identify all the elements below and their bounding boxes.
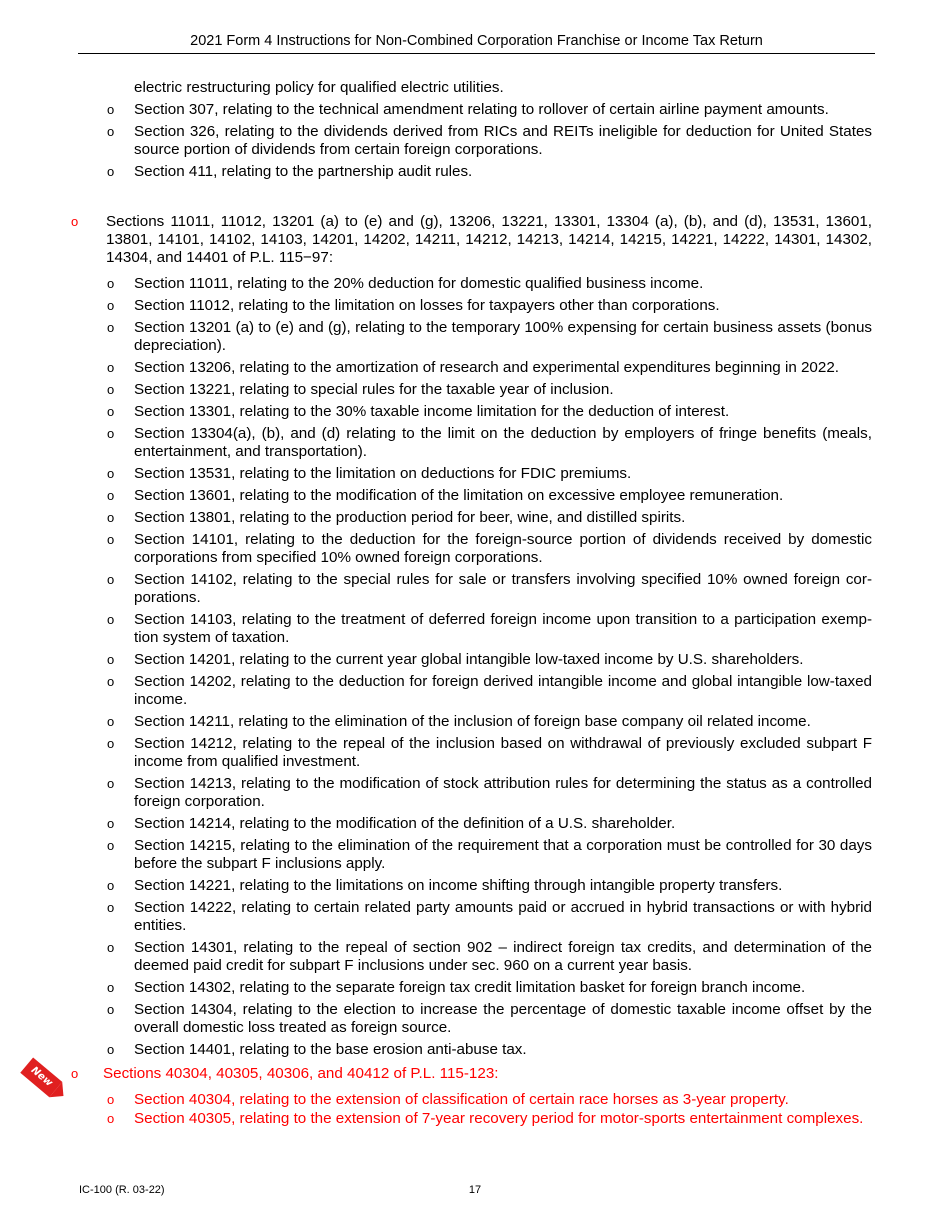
list-item bbox=[0, 877, 872, 895]
list-item bbox=[0, 899, 872, 935]
list-item-text: Section 307, relating to the technical amendment relating to rollover of certain airline payment amounts. bbox=[134, 101, 829, 118]
sub-bullet-icon: o bbox=[107, 838, 115, 853]
section3-list bbox=[0, 1091, 950, 1128]
list-item-text: Section 14211, relating to the elimination of the inclusion of foreign base company oil related income. bbox=[134, 713, 811, 730]
list-item-text: Section 13301, relating to the 30% taxable income limitation for the deduction of interest. bbox=[134, 403, 730, 420]
footer-form-id: IC-100 (R. 03-22) bbox=[79, 1184, 165, 1196]
list-item-text: Section 11011, relating to the 20% deduction for domestic qualified business income. bbox=[134, 275, 704, 292]
sub-bullet-icon: o bbox=[107, 466, 115, 481]
list-item bbox=[0, 673, 872, 709]
list-item-text: Section 13206, relating to the amortization of research and experimental expenditures beginning in 2022. bbox=[134, 359, 839, 376]
group1-list bbox=[0, 101, 950, 181]
sub-bullet-icon: o bbox=[107, 1002, 115, 1017]
list-item bbox=[0, 1041, 872, 1059]
list-item-text: Section 13221, relating to special rules for the taxable year of inclusion. bbox=[134, 381, 614, 398]
list-item bbox=[0, 979, 872, 997]
list-item-text: Section 14102, relating to the special rules for sale or transfers involving specified 10% owned foreign corporations. bbox=[134, 571, 872, 606]
list-item bbox=[0, 1110, 872, 1128]
list-item bbox=[0, 509, 872, 527]
list-item-text: Section 326, relating to the dividends derived from RICs and REITs ineligible for deduction for United States source portion of dividends from certain foreign corporations. bbox=[134, 123, 872, 158]
sub-bullet-icon: o bbox=[107, 736, 115, 751]
list-item bbox=[0, 571, 872, 607]
list-item bbox=[0, 319, 872, 355]
list-item bbox=[0, 101, 872, 119]
list-item bbox=[0, 425, 872, 461]
sub-bullet-icon: o bbox=[107, 878, 115, 893]
list-item bbox=[0, 815, 872, 833]
list-item-text: Section 411, relating to the partnership audit rules. bbox=[134, 163, 473, 180]
list-item bbox=[0, 465, 872, 483]
list-item-text: Section 14212, relating to the repeal of the inclusion based on withdrawal of previously excluded subpart F income from qualified investment. bbox=[134, 735, 872, 770]
sub-bullet-icon: o bbox=[107, 674, 115, 689]
list-item bbox=[0, 939, 872, 975]
list-item-text: Section 13601, relating to the modification of the limitation on excessive employee remuneration. bbox=[134, 487, 784, 504]
sub-bullet-icon: o bbox=[107, 900, 115, 915]
sub-bullet-icon: o bbox=[107, 488, 115, 503]
sub-bullet-icon: o bbox=[107, 532, 115, 547]
sub-bullet-icon: o bbox=[107, 404, 115, 419]
list-item-text: Section 14201, relating to the current year global intangible low-taxed income by U.S. shareholders. bbox=[134, 651, 804, 668]
list-item-text: Section 14304, relating to the election to increase the percentage of domestic taxable income offset by the overall domestic loss treated as foreign source. bbox=[134, 1001, 872, 1036]
sub-bullet-icon: o bbox=[107, 360, 115, 375]
list-item bbox=[0, 1001, 872, 1037]
sub-bullet-icon: o bbox=[107, 776, 115, 791]
list-item bbox=[0, 735, 872, 771]
list-item-text: Section 14215, relating to the elimination of the requirement that a corporation must be controlled for 30 days before the subpart F inclusions apply. bbox=[134, 837, 872, 872]
section-gap bbox=[0, 185, 950, 213]
list-item-text: Section 14214, relating to the modification of the definition of a U.S. shareholder. bbox=[134, 815, 676, 832]
list-item-text: Section 14301, relating to the repeal of section 902 – indirect foreign tax credits, and determination of the deemed paid credit for subpart F inclusions under sec. 960 on a current year basis. bbox=[134, 939, 872, 974]
list-item bbox=[0, 713, 872, 731]
page-content bbox=[0, 79, 950, 1129]
sub-bullet-icon: o bbox=[107, 1111, 115, 1126]
header-rule bbox=[78, 53, 875, 54]
page-header: 2021 Form 4 Instructions for Non-Combined Corporation Franchise or Income Tax Return bbox=[190, 33, 763, 49]
sub-bullet-icon: o bbox=[107, 1042, 115, 1057]
list-item-text: Section 13801, relating to the production period for beer, wine, and distilled spirits. bbox=[134, 509, 686, 526]
sub-bullet-icon: o bbox=[107, 382, 115, 397]
new-badge-label: New bbox=[20, 1057, 62, 1097]
sub-bullet-icon: o bbox=[107, 980, 115, 995]
list-item-text: Section 14213, relating to the modification of stock attribution rules for determining the status as a controlled foreign corporation. bbox=[134, 775, 872, 810]
sub-bullet-icon: o bbox=[107, 714, 115, 729]
list-item bbox=[0, 651, 872, 669]
list-item-text: Section 14222, relating to certain related party amounts paid or accrued in hybrid transactions or with hybrid entities. bbox=[134, 899, 872, 934]
list-item bbox=[0, 775, 872, 811]
list-item bbox=[0, 381, 872, 399]
list-item bbox=[0, 611, 872, 647]
sub-bullet-icon: o bbox=[107, 102, 115, 117]
list-item bbox=[0, 487, 872, 505]
main-bullet-icon: o bbox=[71, 1066, 79, 1081]
footer-page-number: 17 bbox=[468, 1184, 482, 1196]
list-item-text: Section 40304, relating to the extension of classification of certain race horses as 3-year property. bbox=[134, 1091, 789, 1108]
list-item bbox=[0, 531, 872, 567]
list-item-text: Section 40305, relating to the extension of 7-year recovery period for motor-sports entertainment complexes. bbox=[134, 1110, 864, 1127]
sub-bullet-icon: o bbox=[107, 940, 115, 955]
list-item bbox=[0, 123, 872, 159]
sub-bullet-icon: o bbox=[107, 612, 115, 627]
list-item-text: Section 14221, relating to the limitations on income shifting through intangible property transfers. bbox=[134, 877, 783, 894]
sub-bullet-icon: o bbox=[107, 276, 115, 291]
sub-bullet-icon: o bbox=[107, 816, 115, 831]
section2-list bbox=[0, 275, 950, 1059]
list-item bbox=[0, 163, 872, 181]
sub-bullet-icon: o bbox=[107, 1092, 115, 1107]
list-item bbox=[0, 297, 872, 315]
sub-bullet-icon: o bbox=[107, 164, 115, 179]
sub-bullet-icon: o bbox=[107, 510, 115, 525]
list-item-text: Section 14401, relating to the base erosion anti-abuse tax. bbox=[134, 1041, 527, 1058]
sub-bullet-icon: o bbox=[107, 652, 115, 667]
main-bullet-icon: o bbox=[71, 214, 79, 229]
list-item bbox=[0, 359, 872, 377]
list-item bbox=[0, 403, 872, 421]
list-item-text: Section 14202, relating to the deduction for foreign derived intangible income and global intangible low-taxed income. bbox=[134, 673, 872, 708]
list-item-text: Section 14103, relating to the treatment of deferred foreign income upon transition to a participation exemption system of taxation. bbox=[134, 611, 872, 646]
continuation-text: electric restructuring policy for qualified electric utilities. bbox=[134, 79, 504, 96]
list-item bbox=[0, 837, 872, 873]
section2-heading: Sections 11011, 11012, 13201 (a) to (e) and (g), 13206, 13221, 13301, 13304 (a), (b), and (d), 13531, 13601, 13801, 14101, 14102, 14103, 14201, 14202, 14211, 14212, 14213, 14214, 14215, 14221, 14222, 14301, 14302, 14304, and 14401 of P.L. 115−97: bbox=[106, 213, 872, 266]
sub-bullet-icon: o bbox=[107, 320, 115, 335]
sub-bullet-icon: o bbox=[107, 298, 115, 313]
list-item-text: Section 13304(a), (b), and (d) relating to the limit on the deduction by employers of fringe benefits (meals, entertainment, and transportation). bbox=[134, 425, 872, 460]
list-item-text: Section 14302, relating to the separate foreign tax credit limitation basket for foreign branch income. bbox=[134, 979, 806, 996]
sub-bullet-icon: o bbox=[107, 572, 115, 587]
section3-heading-item bbox=[0, 1065, 872, 1083]
section3-heading: Sections 40304, 40305, 40306, and 40412 of P.L. 115-123: bbox=[103, 1065, 499, 1082]
list-item-text: Section 13201 (a) to (e) and (g), relating to the temporary 100% expensing for certain business assets (bonus depreciation). bbox=[134, 319, 872, 354]
sub-bullet-icon: o bbox=[107, 426, 115, 441]
list-item bbox=[0, 275, 872, 293]
list-item bbox=[0, 1091, 872, 1109]
list-item-text: Section 11012, relating to the limitation on losses for taxpayers other than corporations. bbox=[134, 297, 720, 314]
list-item-text: Section 13531, relating to the limitation on deductions for FDIC premiums. bbox=[134, 465, 632, 482]
sub-bullet-icon: o bbox=[107, 124, 115, 139]
section2-heading-item bbox=[0, 213, 872, 267]
list-item-text: Section 14101, relating to the deduction for the foreign-source portion of dividends received by domestic corporations from specified 10% owned foreign corporations. bbox=[134, 531, 872, 566]
